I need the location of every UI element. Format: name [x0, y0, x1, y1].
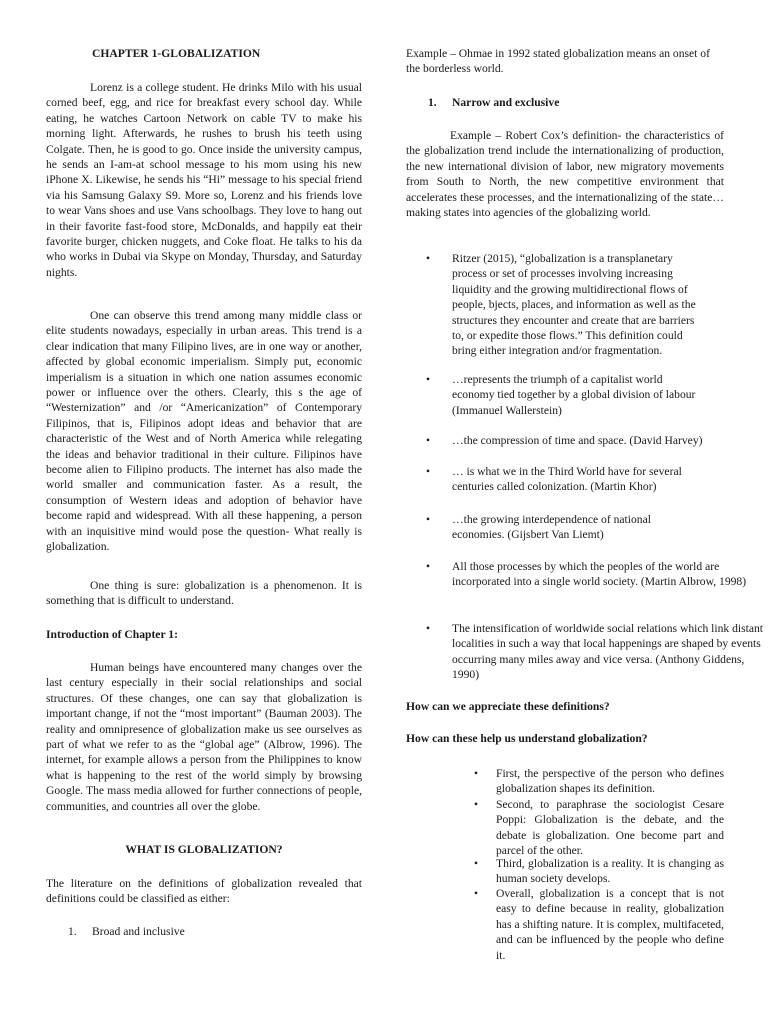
- intro-heading: Introduction of Chapter 1:: [46, 628, 178, 641]
- bullet-text: The intensification of worldwide social relations which link distant localities in such a way that local happenings are shaped by events occurring many miles away and vice versa. (Anthony Giddens, 1990): [452, 622, 764, 682]
- narrow-heading-row: [406, 95, 768, 110]
- bullet-icon: •: [474, 857, 479, 870]
- narrow-number: 1.: [428, 96, 437, 109]
- list-item: [406, 433, 768, 448]
- question-understand: How can these help us understand globalization?: [406, 732, 648, 745]
- list-item: [406, 766, 724, 797]
- bullet-text: All those processes by which the peoples of the world are incorporated into a single world society. (Martin Albrow, 1998): [452, 560, 747, 589]
- bullet-text: … is what we in the Third World have for several centuries called colonization. (Martin Khor): [452, 465, 682, 494]
- list-item: [406, 886, 724, 963]
- bullet-icon: •: [426, 513, 431, 526]
- list-item: [406, 621, 768, 683]
- paragraph-introduction: Human beings have encountered many changes over the last century especially in their social relationships and social structures. Of these changes, one can say that globalization is important change, if not the “most important” (Bauman 2003). The reality and omnipresence of globalization make us see ourselves as part of what we refer to as the “global age” (Albrow, 1996). The internet, for example allows a person from the Philippines to know what is happening to the rest of the world simply by browsing Google. The mass media allowed for further connections of people, communities, and countries all over the globe.: [46, 661, 362, 813]
- paragraph-literature: The literature on the definitions of globalization revealed that definitions could be classified as either:: [46, 877, 362, 906]
- question-appreciate: How can we appreciate these definitions?: [406, 700, 610, 713]
- list-item: [406, 797, 724, 859]
- list-item: [406, 856, 724, 887]
- bullet-icon: •: [426, 560, 431, 573]
- bullet-icon: •: [426, 622, 431, 635]
- paragraph-phenomenon: One thing is sure: globalization is a phenomenon. It is something that is difficult to understand.: [46, 579, 362, 608]
- paragraph-trend: One can observe this trend among many middle class or elite students nowadays, especially in urban areas. This trend is a clear indication that many Filipino lives, are in one way or another, affected by global economic imperialism. Simply put, economic imperialism is a situation in which one nation assumes economic power or influence over the others. Clearly, this s the age of “Westernization” and /or “Americanization” of Contemporary Filipinos, that is, Filipinos adopt ideas and behavior that are characteristic of the West and of North America while relegating the ideas and behavior traditional in their culture. Filipinos have become alien to Filipino products. The internet has also made the world smaller and communication faster. As a result, the consumption of Western ideas and adoption of behavior have become rapid and widespread. With all these happening, a person with an inquisitive mind would pose the question- What really is globalization.: [46, 309, 362, 554]
- list-item: [406, 464, 702, 495]
- list-item: [406, 251, 702, 359]
- chapter-title: CHAPTER 1-GLOBALIZATION: [92, 47, 261, 60]
- bullet-icon: •: [474, 767, 479, 780]
- list-item: [406, 559, 768, 590]
- bullet-icon: •: [426, 465, 431, 478]
- answer-text: Third, globalization is a reality. It is changing as human society develops.: [496, 857, 724, 886]
- answer-text: Overall, globalization is a concept that is not easy to define because in reality, globalization has a shifting nature. It is complex, multifaceted, and can be influenced by the people who define it.: [496, 887, 724, 962]
- bullet-icon: •: [474, 798, 479, 811]
- list-item: [406, 372, 702, 418]
- bullet-text: …the compression of time and space. (David Harvey): [452, 434, 703, 447]
- answer-text: Second, to paraphrase the sociologist Cesare Poppi: Globalization is the debate, and the debate is globalization. One become part and parcel of the other.: [496, 798, 724, 858]
- what-is-globalization-heading: WHAT IS GLOBALIZATION?: [125, 843, 283, 856]
- bullet-text: …the growing interdependence of national economies. (Gijsbert Van Liemt): [452, 513, 651, 542]
- narrow-heading: Narrow and exclusive: [452, 96, 560, 109]
- list-item-broad: [46, 924, 408, 939]
- example-ohmae: Example – Ohmae in 1992 stated globalization means an onset of the borderless world.: [406, 47, 710, 76]
- list-item-label: Broad and inclusive: [92, 925, 185, 938]
- bullet-icon: •: [426, 434, 431, 447]
- list-number: 1.: [68, 925, 77, 938]
- list-item: [406, 512, 702, 543]
- bullet-icon: •: [474, 887, 479, 900]
- paragraph-lorenz: Lorenz is a college student. He drinks Milo with his usual corned beef, egg, and rice for breakfast every school day. While eating, he watches Cartoon Network on cable TV to make his morning light. Afterwards, he rushes to brush his teeth using Colgate. Then, he is good to go. Once inside the university campus, he sends an I-am-at school message to his mom using his new iPhone X. Likewise, he sends his “Hi” message to his special friend via his Samsung Galaxy S9. More so, Lorenz and his friends love to wear Vans shoes and use Vans schoolbags. They love to hang out in their favorite fast-food store, McDonalds, and happily eat their favorite burger, chicken nuggets, and Coke float. He talks to his da who works in Dubai via Skype on Monday, Thursday, and Saturday nights.: [46, 81, 362, 279]
- example-cox: Example – Robert Cox’s definition- the characteristics of the globalization trend include the internationalizing of production, the new international division of labor, new migratory movements from South to North, the new competitive environment that accelerates these processes, and the internationalizing of the state… making states into agencies of the globalizing world.: [406, 129, 724, 220]
- bullet-text: …represents the triumph of a capitalist world economy tied together by a global division of labour (Immanuel Wallerstein): [452, 373, 696, 417]
- answer-text: First, the perspective of the person who defines globalization shapes its definition.: [496, 767, 724, 796]
- bullet-icon: •: [426, 252, 431, 265]
- bullet-icon: •: [426, 373, 431, 386]
- bullet-text: Ritzer (2015), “globalization is a transplanetary process or set of processes involving increasing liquidity and the growing multidirectional flows of people, bjects, places, and information as well as the structures they encounter and create that are barriers to, or expedite those flows.” This definition could bring either integration and/or fragmentation.: [452, 252, 696, 358]
